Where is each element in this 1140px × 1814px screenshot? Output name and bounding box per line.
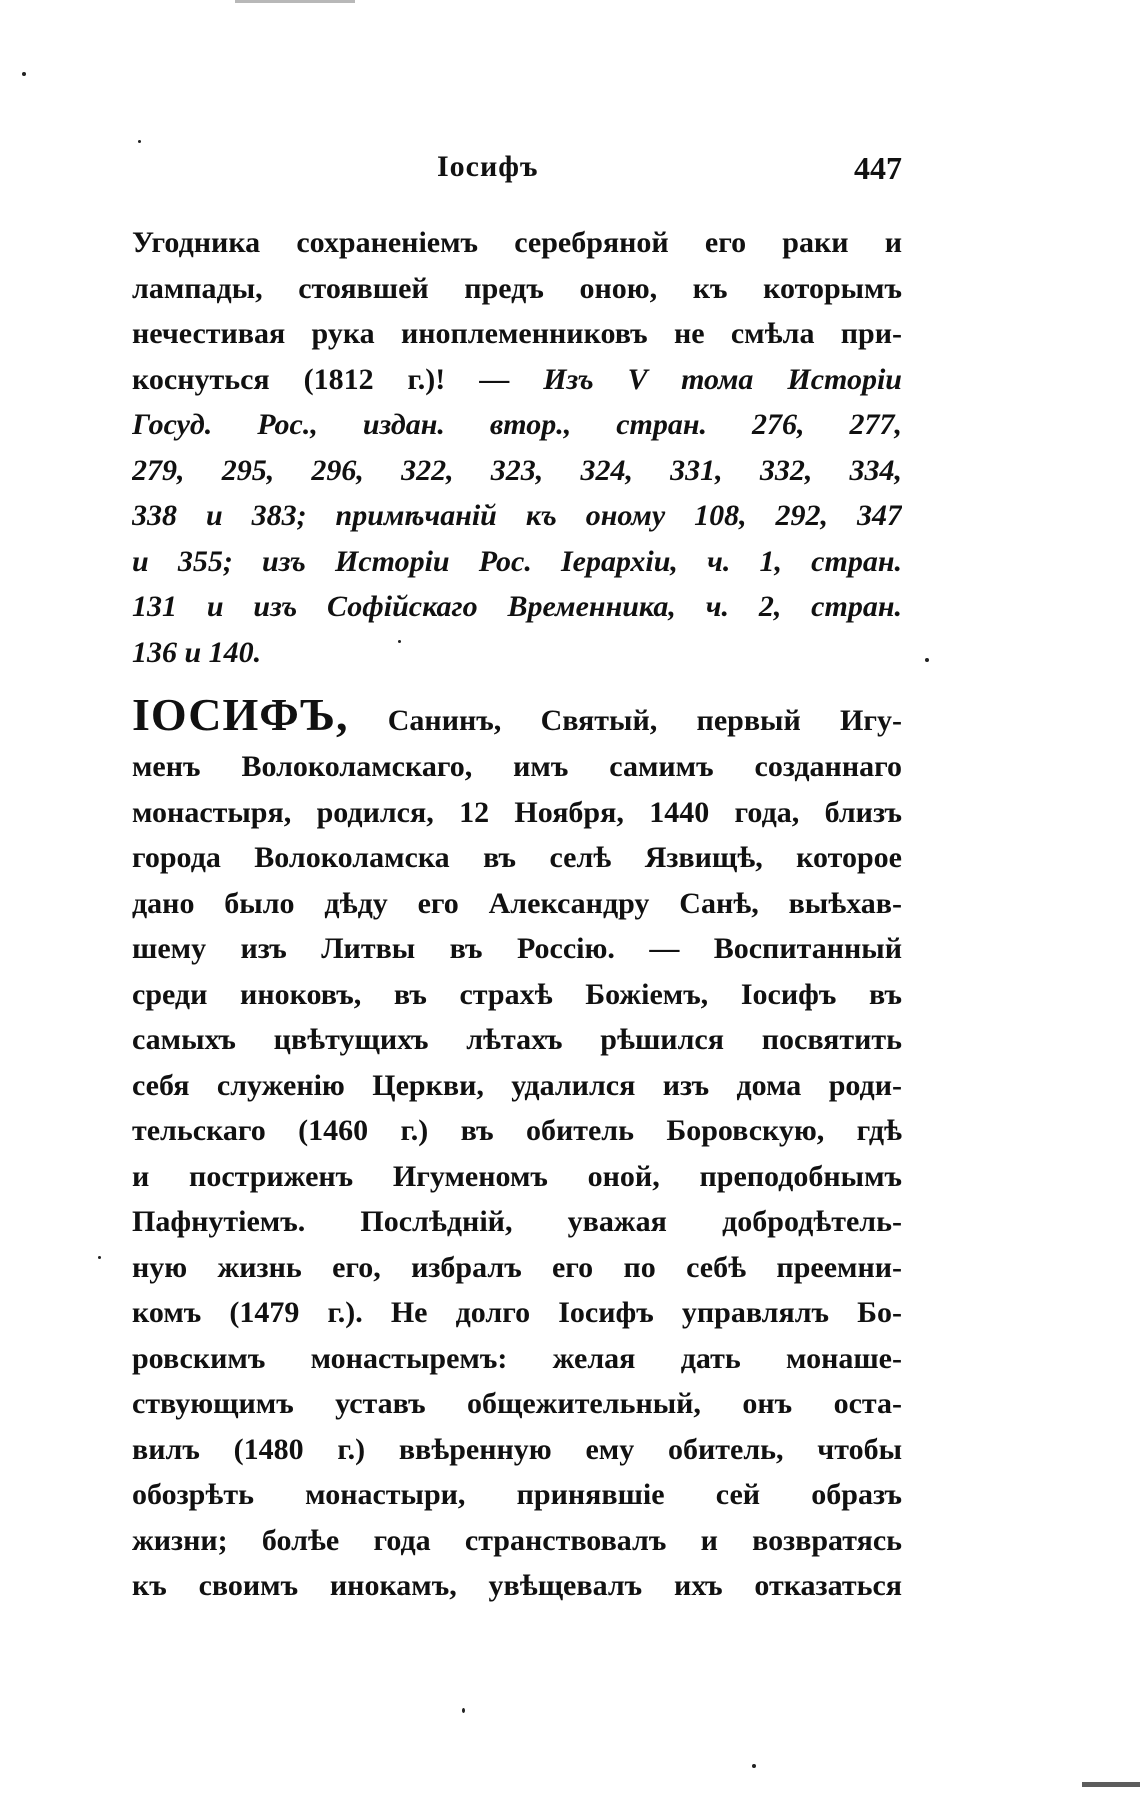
source-reference-line: Госуд. Рос., издан. втор., стран. 276, 277, xyxy=(132,408,902,441)
entry-first-line xyxy=(132,692,902,744)
entry-headword: ІОСИФЪ, xyxy=(132,692,349,740)
source-reference-line: 279, 295, 296, 322, 323, 324, 331, 332, 334, xyxy=(132,453,902,487)
text-line: менъ Волоколамскаго, имъ самимъ созданнаго xyxy=(132,750,902,783)
entry-iosif xyxy=(132,692,902,1609)
text-line xyxy=(132,357,902,403)
text-line: лампады, стоявшей предъ оною, къ которымъ xyxy=(132,271,902,305)
text-line: вилъ (1480 г.) ввѣренную ему обитель, чтобы xyxy=(132,1432,902,1466)
scan-speck xyxy=(98,1256,101,1259)
page-header xyxy=(132,150,902,194)
scan-artifact-top xyxy=(235,0,355,3)
text-span: Санинъ, Святый, первый Игу- xyxy=(348,704,902,737)
scan-speck xyxy=(138,140,141,143)
page-number: 447 xyxy=(854,150,902,186)
text-line: Угодника сохраненіемъ серебряной его раки и xyxy=(132,226,902,259)
text-line: къ своимъ инокамъ, увѣщевалъ ихъ отказаться xyxy=(132,1569,902,1602)
text-line: ствующимъ уставъ общежительный, онъ оста- xyxy=(132,1387,902,1420)
text-line: обозрѣть монастыри, принявшіе сей образъ xyxy=(132,1478,902,1511)
paragraph-continuation xyxy=(132,220,902,675)
source-reference: Изъ V тома Исторіи xyxy=(543,362,902,396)
text-line: среди иноковъ, въ страхѣ Божіемъ, Іосифъ въ xyxy=(132,977,902,1011)
source-reference-line: 338 и 383; примѣчаній къ оному 108, 292, 347 xyxy=(132,499,902,532)
source-reference-line: 136 и 140. xyxy=(132,635,262,669)
scan-artifact-bottom xyxy=(1082,1782,1140,1787)
scan-speck xyxy=(925,658,929,662)
text-line: самыхъ цвѣтущихъ лѣтахъ рѣшился посвятить xyxy=(132,1023,902,1056)
source-reference-line: и 355; изъ Исторіи Рос. Іерархіи, ч. 1, стран. xyxy=(132,544,902,578)
text-line: ровскимъ монастыремъ: желая дать монаше- xyxy=(132,1341,902,1375)
scan-speck xyxy=(752,1764,756,1768)
text-line: комъ (1479 г.). Не долго Іосифъ управлялъ Бо- xyxy=(132,1296,902,1329)
text-line: монастыря, родился, 12 Ноября, 1440 года, близъ xyxy=(132,795,902,829)
text-line: жизни; болѣе года странствовалъ и возвратясь xyxy=(132,1523,902,1557)
text-line: города Волоколамска въ селѣ Язвищѣ, которое xyxy=(132,841,902,874)
text-line: дано было дѣду его Александру Санѣ, выѣхав- xyxy=(132,886,902,920)
scan-speck xyxy=(398,640,401,643)
text-line: шему изъ Литвы въ Россію. — Воспитанный xyxy=(132,932,902,965)
text-line: тельскаго (1460 г.) въ обитель Боровскую, гдѣ xyxy=(132,1114,902,1147)
text-line: Пафнутіемъ. Послѣдній, уважая добродѣтель- xyxy=(132,1205,902,1238)
running-head: Іосифъ xyxy=(437,150,539,183)
text-line: ную жизнь его, избралъ его по себѣ преемни- xyxy=(132,1250,902,1284)
text-line: себя служенію Церкви, удалился изъ дома роди- xyxy=(132,1068,902,1102)
scan-speck xyxy=(462,1708,465,1713)
source-reference-line: 131 и изъ Софійскаго Временника, ч. 2, стран. xyxy=(132,590,902,623)
text-span: коснуться (1812 г.)! — xyxy=(132,362,544,396)
text-line: и постриженъ Игуменомъ оной, преподобнымъ xyxy=(132,1159,902,1193)
scan-speck xyxy=(22,72,26,76)
text-line: нечестивая рука иноплеменниковъ не смѣла при- xyxy=(132,317,902,350)
